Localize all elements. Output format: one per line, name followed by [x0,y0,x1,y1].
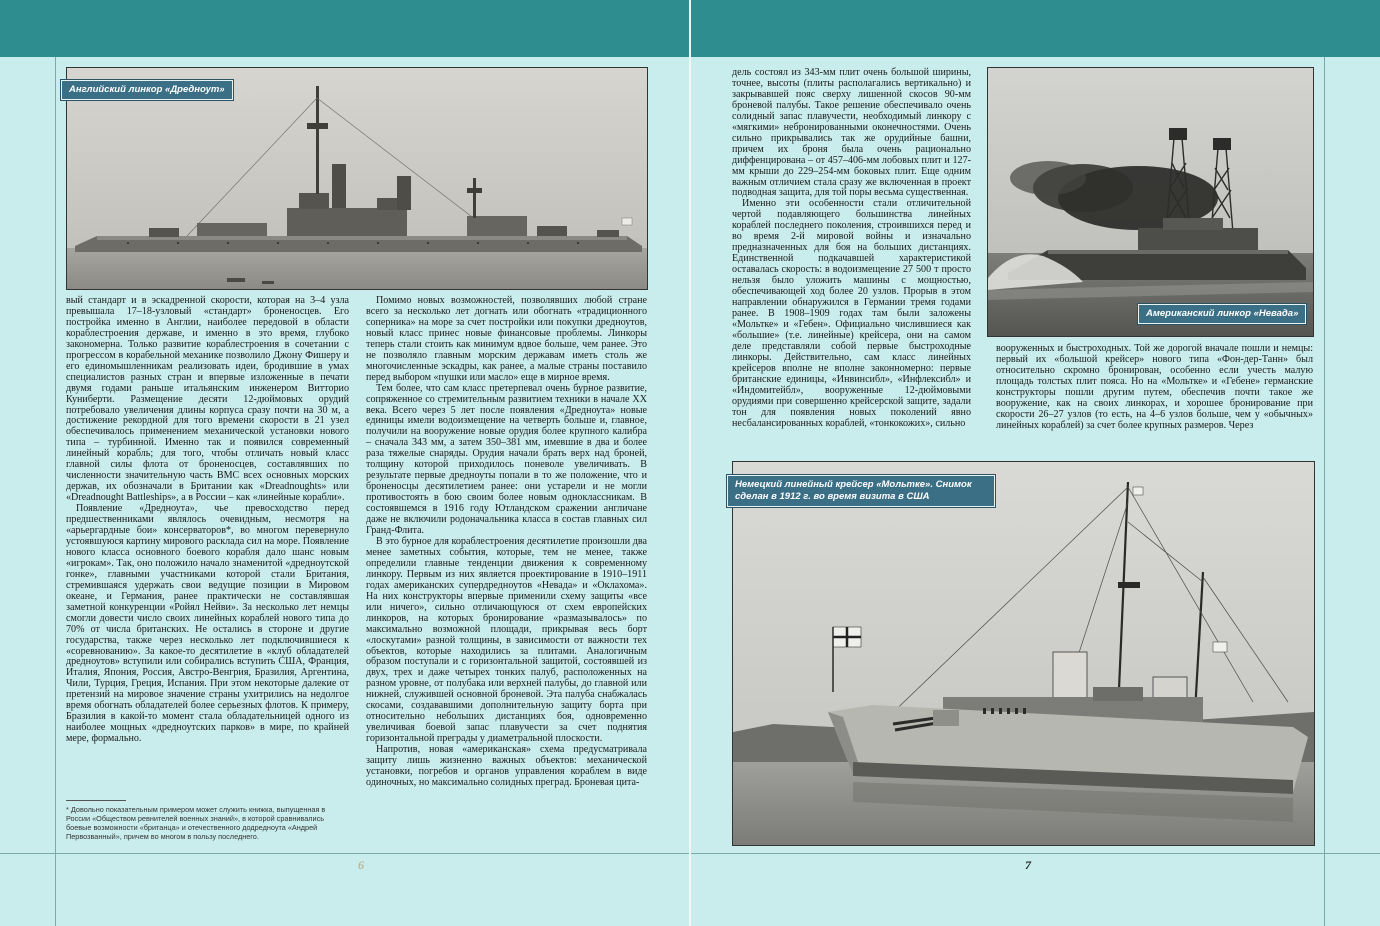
left-page [0,0,689,926]
paragraph: Напротив, новая «американская» схема предусматривала защиту лишь жизненно важных объектов: механической установки, погребов и органов управления кораблем в виде одиночных, но максимально солидных преград. Броневая цита- [366,744,647,788]
moltke-ship-image [733,462,1314,845]
right-page-column-side [996,344,1313,432]
moltke-photo [732,461,1315,846]
nevada-ship-image [988,68,1313,336]
right-top-bar [691,0,1380,57]
page-number-right: 7 [1025,858,1031,872]
dreadnought-caption: Английский линкор «Дредноут» [61,80,233,100]
paragraph: В это бурное для кораблестроения десятилетие произошли два менее заметных события, которые, тем не менее, также определили главные тенденции движения к современному линкору. Первым из них является проектирование в 1910–1911 годах американских супердредноутов «Невада» и «Оклахома». На них конструкторы впервые применили схему защиты «все или ничего», сильно отличающуюся от схем европейских линкоров, на которых бронирование «размазывалось» по максимально возможной площади, прикрывая весь борт «лоскутами» разной толщины, в зависимости от важности тех объектов, которые находились за плитами. Аналогичным образом поступали и с горизонтальной защитой, состоявшей из двух, трех и даже четырех тонких палуб, расположенных на разном уровне, от полубака или верхней палубы, до главной или нижней, служившей основной броневой. Эта палуба снабжалась скосами, создававшими дополнительную защиту борта при относительно небольших дистанциях боя, одновременно увеличивая боевой запас плавучести за счет поднятия горизонтальной преграды у диаметральной плоскости. [366,535,647,745]
right-margin-guide [1324,57,1325,926]
dreadnought-ship-image [67,68,647,289]
nevada-photo [987,67,1314,337]
paragraph: вооруженных и быстроходных. Той же дорогой вначале пошли и немцы: первый их «большой крейсер» нового типа «Фон-дер-Танн» был относительно скромно бронирован, особенно если учесть малую площадь толстых плит пояса. Но на «Мольтке» и «Гебене» германские конструкторы пошли другим путем, обеспечив почти такое же вооружение, как на своих линкорах, и хорошее бронирование при скорости 26–27 узлов (то есть, на 4–6 узлов больше, чем у «обычных» линейных кораблей) за счет более крупных размеров. Через [996,343,1313,431]
footnote-rule [66,800,126,801]
paragraph: вый стандарт и в эскадренной скорости, которая на 3–4 узла превышала 17–18-узловый «стандарт» броненосцев. Его постройка именно в Англии, наиболее передовой в области кораблестроения державе, и именно в это время, глубоко закономерна. Только развитие кораблестроения в сочетании с прогрессом в корабельной механике позволило Джону Фишеру и его единомышленникам реализовать идеи, бродившие в умах специалистов разных стран и впервые изложенные в печати двумя годами раньше итальянским инженером Витторио Куниберти. Размещение десяти 12-дюймовых орудий потребовало увеличения длины корпуса сразу почти на 30 м, а достижение рекордной для того времени скорости в 21 узел обеспечивалось применением механической установки нового типа – турбинной. Именно так и появился современный линейный корабль; для того, чтобы отличать новый класс главной силы флота от броненосцев, составлявших по численности значительную часть ВМС всех основных морских держав, их обозначали в Британии как «Dreadnoughts» или «Dreadnought Battleships», а в России – как «линейные корабли». [66,295,349,504]
left-page-column-2 [366,296,647,789]
footnote: * Довольно показательным примером может служить книжка, выпущенная в России «Обществом ревнителей военных знаний», в которой сравнивались боевые возможности «британца» и отечественного додредноута «Андрей Первозванный», причем во многом в пользу последнего. [66,805,326,841]
left-margin-guide [55,57,56,926]
dreadnought-photo [66,67,648,290]
right-page [691,0,1380,926]
left-page-column-1 [66,296,349,745]
paragraph: Помимо новых возможностей, позволявших любой стране всего за несколько лет догнать или обогнать «традиционного соперника» на море за счет постройки или покупки дредноутов, новый класс принес новые финансовые проблемы. Линкоры теперь стали стоить как минимум вдвое больше, чем ранее. Это не позволяло главным морским державам иметь столь же многочисленные эскадры, как ранее, а малые страны поставило перед выбором «пушки или масло» еще в мирное время. [366,295,647,383]
left-top-bar [0,0,689,57]
left-bottom-guide [0,853,689,854]
paragraph: дель состоял из 343-мм плит очень большой ширины, точнее, высоты (плиты располагались вертикально) и закрывавшей пояс сверху лишенной скосов 90-мм броневой палубы. Такое решение обеспечивало очень солидный запас плавучести, необходимый линкору с «мягкими» небронированными оконечностями. Очень сильно прикрывались так же орудийные башни, причем их броня была очень рационально диффенцирована – от 457–406-мм лобовых плит и 127-мм крыши до 229–254-мм боковых плит. Еще одним важным отличием стала сразу же включенная в проект подводная защита, для той поры весьма существенная. [732,67,971,199]
page-number-left: 6 [358,858,364,872]
right-page-column-top [732,68,971,429]
paragraph: Тем более, что сам класс претерпевал очень бурное развитие, сопряженное со стремительным развитием техники в начале XX века. Всего через 5 лет после появления «Дредноута» новые единицы имели водоизмещение на четверть больше и, главное, получили на вооружение новые орудия более крупного калибра – сначала 343 мм, а затем 350–381 мм, имевшие в два и более раза тяжелые снаряды. Орудия начали брать верх над броней, толщину которой приходилось поневоле увеличивать. В результате первые дредноуты попали в то же положение, что и броненосцы десятилетием ранее: они устарели и не могли противостоять в бою своим более новым одноклассникам. В состоявшемся в 1916 году Ютландском сражении англичане даже не включили родоначальника класса в состав главных сил Гранд-Флита. [366,382,647,537]
right-bottom-guide [691,853,1380,854]
paragraph: Именно эти особенности стали отличительной чертой подавляющего большинства линейных кораблей последнего поколения, строившихся перед и во время 2-й мировой войны и изначально предназначенных для боя на больших дистанциях. Единственной подкачавшей характеристикой оставалась скорость: в водоизмещение 27 500 т просто нельзя было уложить машины с мощностью, обеспечивающей ход более 20 узлов. Прорыв в этом направлении обнаружился в Германии тремя годами ранее. В 1908–1909 годах там были заложены «Мольтке» и «Гебен». Официально числившиеся как «большие» (т.е. линейные) крейсера, они на самом деле представляли собой первые быстроходные линкоры. Действительно, сам класс линейных крейсеров вполне не вполне законномерно: первые британские единицы, «Инвинсибл», «Инфлексибл» и «Индомитейбл», вооруженные 12-дюймовыми орудиями при совершенно крейсерской защите, задали тон для появления новых покoлений явно несбалансированных кораблей, «тонкокожих», сильно [732,198,971,429]
moltke-caption: Немецкий линейный крейсер «Мольтке». Снимок сделан в 1912 г. во время визита в США [727,475,995,507]
nevada-caption: Американский линкор «Невада» [1138,304,1306,324]
paragraph: Появление «Дредноута», чье превосходство перед предшественниками являлось очевидным, несмотря на «арьергардные бои» консерваторов*, во многом перевернуло устоявшуюся картину мирового раскладa сил на море. Появление нового класса основного боевого корабля дало шанс новым «игрокам». Так, оно положило начало знаменитой «дредноутской гонке», главными участниками которой стали Британия, стремившаяся удержать свои ведущие позиции в Мировом океане, и Германия, ранее практически не составлявшая заметной конкуренции «Ройял Нейви». За несколько лет немцы смогли довести число своих линейных кораблей нового типа до 70% от числа британских. Не остались в стороне и другие государства, также через несколько лет подключившиеся к «соревнованию». За какое-то десятилетие в «клуб обладателей дредноутов» вступили или собирались вступить США, Франция, Италия, Япония, Россия, Австро-Венгрия, Бразилия, Аргентина, Чили, Турция, Греция, Испания. При этом некоторые далекие от претензий на мировое значение страны ухитрились на недолгое время обогнать обладателей более серьезных флотов. К примеру, Бразилия в какой-то момент стала обладательницей одного из наиболее мощных «дредноутских парков» в мире, по крайней мере, формально. [66,503,349,745]
